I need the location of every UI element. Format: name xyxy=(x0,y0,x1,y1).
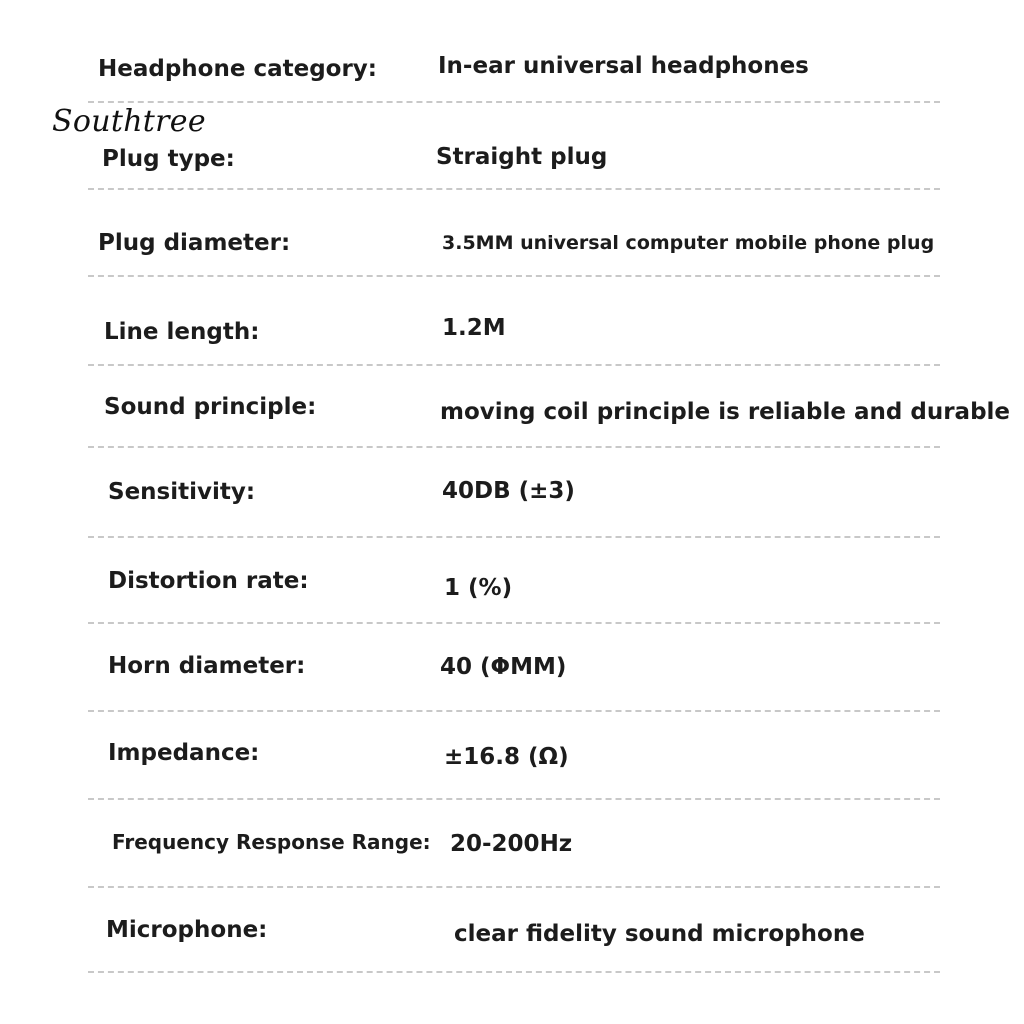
divider xyxy=(88,275,940,277)
divider xyxy=(88,536,940,538)
spec-label-microphone: Microphone: xyxy=(106,917,268,943)
spec-value-sound-principle: moving coil principle is reliable and durable xyxy=(440,399,1011,425)
spec-label-impedance: Impedance: xyxy=(108,740,260,766)
spec-label-distortion-rate: Distortion rate: xyxy=(108,568,309,594)
divider xyxy=(88,446,940,448)
spec-value-horn-diameter: 40 (ΦMM) xyxy=(440,654,567,680)
spec-label-horn-diameter: Horn diameter: xyxy=(108,653,306,679)
divider xyxy=(88,886,940,888)
spec-value-line-length: 1.2M xyxy=(442,315,506,341)
spec-value-microphone: clear fidelity sound microphone xyxy=(454,921,865,947)
spec-label-sensitivity: Sensitivity: xyxy=(108,479,256,505)
divider xyxy=(88,798,940,800)
divider xyxy=(88,622,940,624)
divider xyxy=(88,971,940,973)
divider xyxy=(88,101,940,103)
spec-label-headphone-category: Headphone category: xyxy=(98,56,377,82)
spec-value-frequency-response-range: 20-200Hz xyxy=(450,831,573,857)
divider xyxy=(88,710,940,712)
divider xyxy=(88,188,940,190)
spec-value-plug-type: Straight plug xyxy=(436,144,608,170)
spec-value-impedance: ±16.8 (Ω) xyxy=(444,744,569,770)
spec-value-sensitivity: 40DB (±3) xyxy=(442,478,575,504)
spec-value-distortion-rate: 1 (%) xyxy=(444,575,513,601)
spec-label-plug-type: Plug type: xyxy=(102,146,235,172)
spec-label-line-length: Line length: xyxy=(104,319,260,345)
spec-value-plug-diameter: 3.5MM universal computer mobile phone plug xyxy=(442,232,935,254)
spec-label-sound-principle: Sound principle: xyxy=(104,394,317,420)
spec-label-frequency-response-range: Frequency Response Range: xyxy=(112,830,431,854)
divider xyxy=(88,364,940,366)
spec-value-headphone-category: In-ear universal headphones xyxy=(438,53,809,79)
spec-label-plug-diameter: Plug diameter: xyxy=(98,230,291,256)
watermark: Southtree xyxy=(52,104,206,139)
